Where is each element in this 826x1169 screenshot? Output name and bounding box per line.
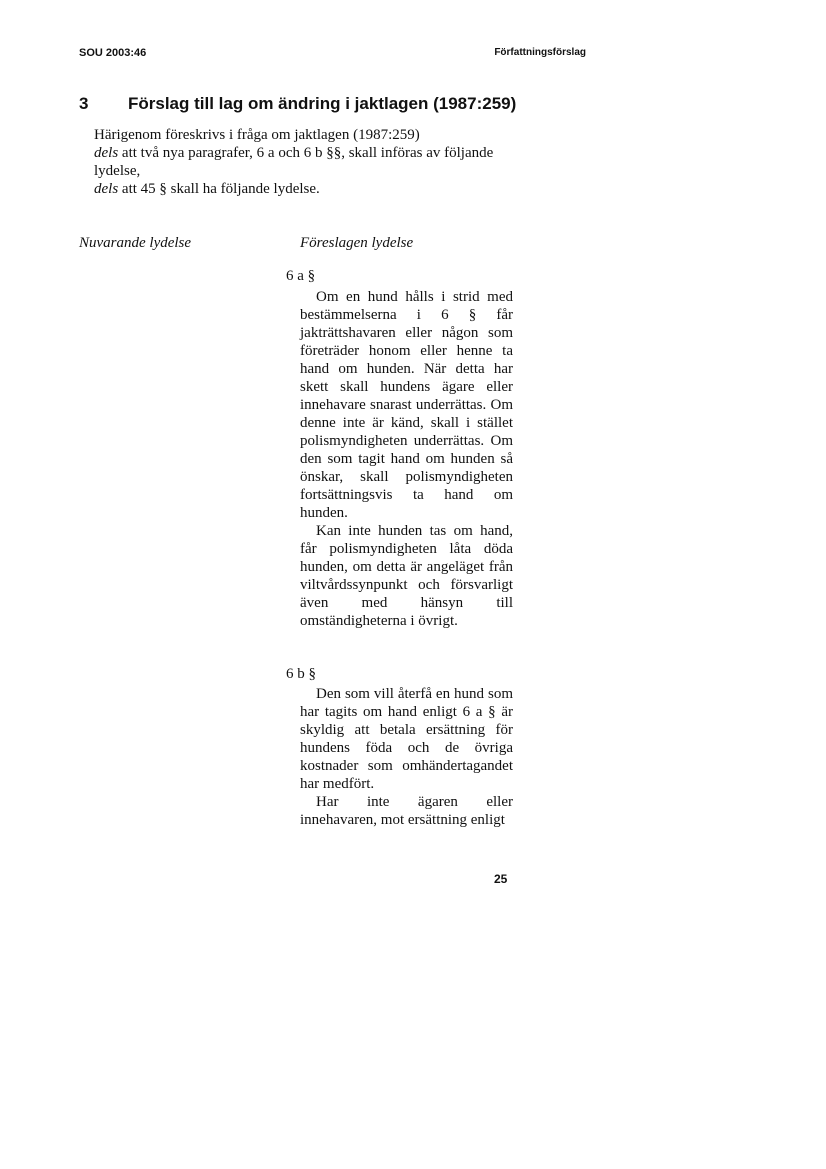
intro-line: Härigenom föreskrivs i fråga om jaktlagen (1987:259) <box>94 127 420 143</box>
intro-dels-2 <box>79 180 529 198</box>
paragraph-label: 6 a § <box>286 268 316 284</box>
header-document-id: SOU 2003:46 <box>79 47 147 59</box>
paragraph-label: 6 b § <box>286 666 316 682</box>
dels-word: dels <box>94 145 119 161</box>
dels-text: att 45 § skall ha följande lydelse. <box>118 181 320 197</box>
paragraph-text: Kan inte hunden tas om hand, får polismyndigheten låta döda hunden, om detta är angeläget från viltvårdssynpunkt och försvarligt även med hänsyn till omständigheterna i övrigt. <box>300 523 513 629</box>
paragraph-text: Om en hund hålls i strid med bestämmelserna i 6 § får jakträttshavaren eller någon som företräder honom eller henne ta hand om hunden. När detta har skett skall hundens ägare eller innehavare snarast underrättas. Om denne inte är känd, skall i stället polismyndigheten underrättas. Om den som tagit hand om hunden så önskar, skall polismyndigheten fortsättningsvis ta hand om hunden. <box>300 289 513 521</box>
intro-text <box>79 126 529 198</box>
section-number: 3 <box>79 94 89 113</box>
dels-word: dels <box>94 181 119 197</box>
dels-text: att två nya paragrafer, 6 a och 6 b §§, skall införas av följande lydelse, <box>94 145 494 179</box>
section-title: Förslag till lag om ändring i jaktlagen (1987:259) <box>128 94 517 113</box>
paragraph-body <box>300 685 513 829</box>
paragraph-body <box>300 288 513 630</box>
column-heading-current: Nuvarande lydelse <box>79 235 192 251</box>
paragraph-text: Den som vill återfå en hund som har tagits om hand enligt 6 a § är skyldig att betala ersättning för hundens föda och de övriga kostnader som omhändertagandet har medfört. <box>300 686 513 792</box>
header-section-name: Författningsförslag <box>494 47 586 58</box>
paragraph-text: Har inte ägaren eller innehavaren, mot ersättning enligt <box>300 794 513 828</box>
column-heading-proposed: Föreslagen lydelse <box>300 235 414 251</box>
intro-dels-1 <box>79 144 529 180</box>
page-number: 25 <box>494 872 508 886</box>
